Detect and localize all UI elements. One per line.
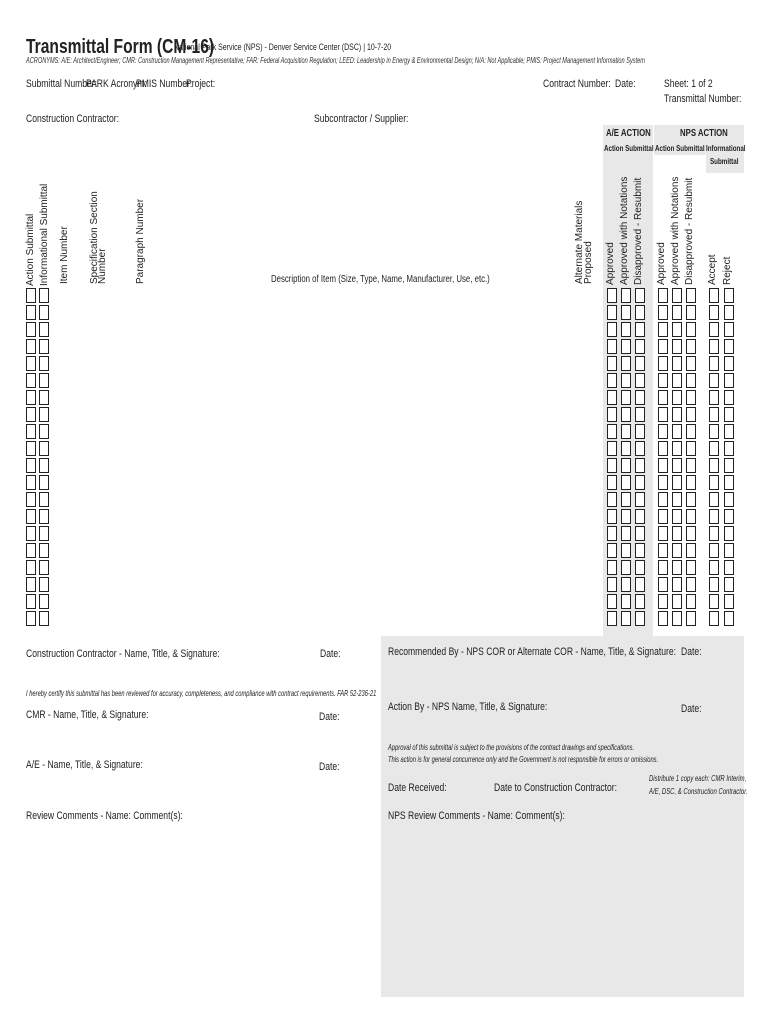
nps-accept-checkbox[interactable] <box>709 492 719 507</box>
nps-accept-checkbox[interactable] <box>709 424 719 439</box>
nps-accept-checkbox[interactable] <box>709 543 719 558</box>
ae-disapproved-checkbox[interactable] <box>635 560 645 575</box>
nps-approved-notations-checkbox[interactable] <box>672 543 682 558</box>
ae-approved-checkbox[interactable] <box>607 339 617 354</box>
action-submittal-checkbox[interactable] <box>26 458 36 473</box>
col-description: Description of Item (Size, Type, Name, Manufacturer, Use, etc.) <box>271 274 490 285</box>
nps-approved-notations-checkbox[interactable] <box>672 373 682 388</box>
ae-approved-checkbox[interactable] <box>607 543 617 558</box>
nps-reject-checkbox[interactable] <box>724 322 734 337</box>
informational-submittal-checkbox[interactable] <box>39 458 49 473</box>
ae-approved-checkbox[interactable] <box>607 509 617 524</box>
informational-submittal-checkbox[interactable] <box>39 356 49 371</box>
nps-approved-checkbox[interactable] <box>658 577 668 592</box>
nps-accept-checkbox[interactable] <box>709 390 719 405</box>
nps-disapproved-checkbox[interactable] <box>686 475 696 490</box>
nps-approved-checkbox[interactable] <box>658 322 668 337</box>
nps-accept-checkbox[interactable] <box>709 577 719 592</box>
ae-date-label: Date: <box>319 761 340 773</box>
ae-approved-checkbox[interactable] <box>607 492 617 507</box>
nps-reject-checkbox[interactable] <box>724 560 734 575</box>
nps-disapproved-checkbox[interactable] <box>686 356 696 371</box>
informational-submittal-checkbox[interactable] <box>39 441 49 456</box>
nps-disapproved-checkbox[interactable] <box>686 509 696 524</box>
ae-approved-notations-checkbox[interactable] <box>621 441 631 456</box>
ae-approved-checkbox[interactable] <box>607 441 617 456</box>
ae-approved-notations-checkbox[interactable] <box>621 339 631 354</box>
nps-reject-checkbox[interactable] <box>724 475 734 490</box>
ae-disapproved-checkbox[interactable] <box>635 407 645 422</box>
ae-approved-notations-checkbox[interactable] <box>621 509 631 524</box>
nps-approved-checkbox[interactable] <box>658 560 668 575</box>
ae-disapproved-checkbox[interactable] <box>635 492 645 507</box>
ae-approved-checkbox[interactable] <box>607 526 617 541</box>
distribute-note-2: A/E, DSC, & Construction Contractor. <box>649 786 748 796</box>
acronyms-line: ACRONYMS: A/E: Architect/Engineer; CMR: Construction Management Representative; FAR: Federal Acquisition Regulation; LEED: Leadership in Energy & Environmental Design; N/A: Not Applicable; PMIS: Project Management Information System <box>26 55 645 65</box>
action-submittal-checkbox[interactable] <box>26 305 36 320</box>
nps-disapproved-checkbox[interactable] <box>686 322 696 337</box>
nps-approved-notations-checkbox[interactable] <box>672 441 682 456</box>
nps-disapproved-checkbox[interactable] <box>686 305 696 320</box>
nps-approved-notations-checkbox[interactable] <box>672 560 682 575</box>
nps-approved-notations-checkbox[interactable] <box>672 475 682 490</box>
nps-accept-checkbox[interactable] <box>709 594 719 609</box>
informational-submittal-checkbox[interactable] <box>39 475 49 490</box>
action-submittal-checkbox[interactable] <box>26 339 36 354</box>
nps-approved-checkbox[interactable] <box>658 458 668 473</box>
action-submittal-checkbox[interactable] <box>26 390 36 405</box>
nps-disapproved-checkbox[interactable] <box>686 373 696 388</box>
nps-approved-notations-checkbox[interactable] <box>672 526 682 541</box>
ae-action-title: A/E ACTION <box>606 128 651 139</box>
cmr-signature-label: CMR - Name, Title, & Signature: <box>26 709 149 721</box>
pmis-number-label: PMIS Number: <box>136 78 193 90</box>
ae-approved-checkbox[interactable] <box>607 475 617 490</box>
col-nps-accept: Accept <box>707 254 718 285</box>
approval-note-2: This action is for general concurrence only and the Government is not responsible for errors or omissions. <box>388 754 659 764</box>
ae-disapproved-checkbox[interactable] <box>635 458 645 473</box>
park-acronym-label: PARK Acronym: <box>86 78 147 90</box>
review-comments-label: Review Comments - Name: Comment(s): <box>26 810 183 822</box>
nps-approved-checkbox[interactable] <box>658 594 668 609</box>
informational-submittal-checkbox[interactable] <box>39 526 49 541</box>
ae-disapproved-checkbox[interactable] <box>635 594 645 609</box>
action-submittal-checkbox[interactable] <box>26 594 36 609</box>
action-submittal-checkbox[interactable] <box>26 560 36 575</box>
ae-approved-notations-checkbox[interactable] <box>621 492 631 507</box>
informational-submittal-checkbox[interactable] <box>39 288 49 303</box>
nps-info-subtitle-2: Submittal <box>710 157 739 166</box>
nps-accept-checkbox[interactable] <box>709 458 719 473</box>
col-nps-approved: Approved <box>656 242 667 285</box>
contractor-date-label: Date: <box>320 648 341 660</box>
action-submittal-checkbox[interactable] <box>26 441 36 456</box>
construction-contractor-label: Construction Contractor: <box>26 113 119 125</box>
nps-approved-checkbox[interactable] <box>658 475 668 490</box>
nps-approved-notations-checkbox[interactable] <box>672 509 682 524</box>
nps-reject-checkbox[interactable] <box>724 594 734 609</box>
action-by-label: Action By - NPS Name, Title, & Signature: <box>388 701 548 713</box>
nps-disapproved-checkbox[interactable] <box>686 560 696 575</box>
nps-disapproved-checkbox[interactable] <box>686 492 696 507</box>
col-alt-materials-2: Proposed <box>583 241 594 284</box>
distribute-note-1: Distribute 1 copy each: CMR Interim, <box>649 773 747 783</box>
informational-submittal-checkbox[interactable] <box>39 322 49 337</box>
informational-submittal-checkbox[interactable] <box>39 339 49 354</box>
nps-reject-checkbox[interactable] <box>724 407 734 422</box>
action-submittal-checkbox[interactable] <box>26 288 36 303</box>
ae-disapproved-checkbox[interactable] <box>635 611 645 626</box>
nps-accept-checkbox[interactable] <box>709 305 719 320</box>
form-title: Transmittal Form (CM-16) <box>26 36 215 58</box>
nps-approved-checkbox[interactable] <box>658 407 668 422</box>
ae-signature-label: A/E - Name, Title, & Signature: <box>26 759 143 771</box>
col-ae-approved-notations: Approved with Notations <box>619 176 630 285</box>
ae-approved-notations-checkbox[interactable] <box>621 373 631 388</box>
nps-approved-notations-checkbox[interactable] <box>672 322 682 337</box>
nps-disapproved-checkbox[interactable] <box>686 611 696 626</box>
ae-action-subtitle: Action Submittal <box>604 144 654 153</box>
ae-disapproved-checkbox[interactable] <box>635 356 645 371</box>
date-received-label: Date Received: <box>388 782 447 794</box>
ae-approved-notations-checkbox[interactable] <box>621 594 631 609</box>
nps-accept-checkbox[interactable] <box>709 322 719 337</box>
ae-approved-notations-checkbox[interactable] <box>621 322 631 337</box>
ae-approved-checkbox[interactable] <box>607 288 617 303</box>
action-date-label: Date: <box>681 703 702 715</box>
nps-approved-checkbox[interactable] <box>658 543 668 558</box>
transmittal-number-label: Transmittal Number: <box>664 93 742 105</box>
informational-submittal-checkbox[interactable] <box>39 407 49 422</box>
form-subtitle: National Park Service (NPS) - Denver Service Center (DSC) | 10-7-20 <box>174 42 392 52</box>
nps-disapproved-checkbox[interactable] <box>686 441 696 456</box>
ae-approved-notations-checkbox[interactable] <box>621 390 631 405</box>
approval-note-1: Approval of this submittal is subject to the provisions of the contract drawings and specifications. <box>388 742 635 752</box>
action-submittal-checkbox[interactable] <box>26 543 36 558</box>
nps-reject-checkbox[interactable] <box>724 611 734 626</box>
date-to-contractor-label: Date to Construction Contractor: <box>494 782 618 794</box>
col-spec-section-2: Number <box>97 248 108 284</box>
nps-disapproved-checkbox[interactable] <box>686 288 696 303</box>
nps-approved-checkbox[interactable] <box>658 526 668 541</box>
ae-disapproved-checkbox[interactable] <box>635 305 645 320</box>
nps-approved-notations-checkbox[interactable] <box>672 390 682 405</box>
ae-approved-notations-checkbox[interactable] <box>621 407 631 422</box>
ae-approved-checkbox[interactable] <box>607 407 617 422</box>
col-spec-section-1: Specification Section <box>89 191 100 284</box>
nps-accept-checkbox[interactable] <box>709 475 719 490</box>
nps-approved-checkbox[interactable] <box>658 441 668 456</box>
nps-reject-checkbox[interactable] <box>724 339 734 354</box>
col-ae-disapproved: Disapproved - Resubmit <box>633 177 644 285</box>
nps-approved-checkbox[interactable] <box>658 356 668 371</box>
nps-action-subtitle: Action Submittal <box>655 144 705 153</box>
action-submittal-checkbox[interactable] <box>26 509 36 524</box>
ae-approved-checkbox[interactable] <box>607 611 617 626</box>
col-action-submittal: Action Submittal <box>25 213 36 286</box>
ae-approved-checkbox[interactable] <box>607 594 617 609</box>
action-submittal-checkbox[interactable] <box>26 475 36 490</box>
col-ae-approved: Approved <box>605 242 616 285</box>
ae-approved-notations-checkbox[interactable] <box>621 356 631 371</box>
informational-submittal-checkbox[interactable] <box>39 373 49 388</box>
informational-submittal-checkbox[interactable] <box>39 509 49 524</box>
ae-approved-checkbox[interactable] <box>607 424 617 439</box>
informational-submittal-checkbox[interactable] <box>39 594 49 609</box>
informational-submittal-checkbox[interactable] <box>39 390 49 405</box>
col-informational-submittal: Informational Submittal <box>39 183 50 286</box>
ae-disapproved-checkbox[interactable] <box>635 322 645 337</box>
nps-approved-notations-checkbox[interactable] <box>672 288 682 303</box>
ae-disapproved-checkbox[interactable] <box>635 339 645 354</box>
nps-reject-checkbox[interactable] <box>724 390 734 405</box>
ae-disapproved-checkbox[interactable] <box>635 526 645 541</box>
nps-approved-notations-checkbox[interactable] <box>672 339 682 354</box>
nps-approved-notations-checkbox[interactable] <box>672 356 682 371</box>
ae-approved-checkbox[interactable] <box>607 577 617 592</box>
nps-disapproved-checkbox[interactable] <box>686 390 696 405</box>
nps-approved-checkbox[interactable] <box>658 424 668 439</box>
ae-disapproved-checkbox[interactable] <box>635 373 645 388</box>
informational-submittal-checkbox[interactable] <box>39 424 49 439</box>
nps-review-comments-label: NPS Review Comments - Name: Comment(s): <box>388 810 565 822</box>
nps-approved-checkbox[interactable] <box>658 288 668 303</box>
nps-reject-checkbox[interactable] <box>724 356 734 371</box>
submittal-number-label: Submittal Number: <box>26 78 98 90</box>
recommended-by-label: Recommended By - NPS COR or Alternate COR - Name, Title, & Signature: <box>388 646 677 658</box>
nps-approved-notations-checkbox[interactable] <box>672 492 682 507</box>
nps-approved-checkbox[interactable] <box>658 305 668 320</box>
action-submittal-checkbox[interactable] <box>26 322 36 337</box>
nps-disapproved-checkbox[interactable] <box>686 594 696 609</box>
action-submittal-checkbox[interactable] <box>26 492 36 507</box>
certify-statement: I hereby certify this submittal has been reviewed for accuracy, completeness, and compliance with contract requirements. FAR 52-236-21 <box>26 688 377 698</box>
action-submittal-checkbox[interactable] <box>26 373 36 388</box>
nps-approved-notations-checkbox[interactable] <box>672 407 682 422</box>
nps-approved-checkbox[interactable] <box>658 492 668 507</box>
nps-approved-checkbox[interactable] <box>658 390 668 405</box>
nps-reject-checkbox[interactable] <box>724 305 734 320</box>
nps-accept-checkbox[interactable] <box>709 373 719 388</box>
action-submittal-checkbox[interactable] <box>26 356 36 371</box>
nps-disapproved-checkbox[interactable] <box>686 424 696 439</box>
ae-approved-notations-checkbox[interactable] <box>621 526 631 541</box>
nps-disapproved-checkbox[interactable] <box>686 577 696 592</box>
action-submittal-checkbox[interactable] <box>26 407 36 422</box>
ae-disapproved-checkbox[interactable] <box>635 475 645 490</box>
nps-accept-checkbox[interactable] <box>709 560 719 575</box>
nps-info-subtitle-1: Informational <box>706 144 746 153</box>
ae-approved-checkbox[interactable] <box>607 373 617 388</box>
nps-approved-notations-checkbox[interactable] <box>672 611 682 626</box>
date-label: Date: <box>615 78 636 90</box>
contractor-signature-label: Construction Contractor - Name, Title, & Signature: <box>26 648 220 660</box>
sheet-label: Sheet: 1 of 2 <box>664 78 713 90</box>
ae-approved-notations-checkbox[interactable] <box>621 577 631 592</box>
col-item-number: Item Number <box>59 226 70 284</box>
nps-reject-checkbox[interactable] <box>724 288 734 303</box>
nps-disapproved-checkbox[interactable] <box>686 543 696 558</box>
ae-approved-checkbox[interactable] <box>607 356 617 371</box>
ae-approved-notations-checkbox[interactable] <box>621 305 631 320</box>
informational-submittal-checkbox[interactable] <box>39 611 49 626</box>
ae-approved-notations-checkbox[interactable] <box>621 560 631 575</box>
ae-approved-checkbox[interactable] <box>607 560 617 575</box>
nps-reject-checkbox[interactable] <box>724 509 734 524</box>
col-nps-approved-notations: Approved with Notations <box>670 176 681 285</box>
nps-accept-checkbox[interactable] <box>709 407 719 422</box>
nps-accept-checkbox[interactable] <box>709 526 719 541</box>
nps-approved-checkbox[interactable] <box>658 339 668 354</box>
nps-reject-checkbox[interactable] <box>724 441 734 456</box>
nps-reject-checkbox[interactable] <box>724 526 734 541</box>
project-label: Project: <box>186 78 216 90</box>
ae-disapproved-checkbox[interactable] <box>635 441 645 456</box>
cmr-date-label: Date: <box>319 711 340 723</box>
nps-approved-notations-checkbox[interactable] <box>672 594 682 609</box>
ae-disapproved-checkbox[interactable] <box>635 509 645 524</box>
nps-accept-checkbox[interactable] <box>709 441 719 456</box>
informational-submittal-checkbox[interactable] <box>39 543 49 558</box>
action-submittal-checkbox[interactable] <box>26 611 36 626</box>
nps-approved-notations-checkbox[interactable] <box>672 424 682 439</box>
nps-accept-checkbox[interactable] <box>709 356 719 371</box>
ae-disapproved-checkbox[interactable] <box>635 424 645 439</box>
nps-reject-checkbox[interactable] <box>724 424 734 439</box>
nps-accept-checkbox[interactable] <box>709 288 719 303</box>
nps-action-title: NPS ACTION <box>680 128 728 139</box>
informational-submittal-checkbox[interactable] <box>39 560 49 575</box>
nps-approved-notations-checkbox[interactable] <box>672 577 682 592</box>
nps-approved-checkbox[interactable] <box>658 509 668 524</box>
ae-approved-checkbox[interactable] <box>607 458 617 473</box>
nps-approved-notations-checkbox[interactable] <box>672 305 682 320</box>
nps-approved-checkbox[interactable] <box>658 611 668 626</box>
ae-disapproved-checkbox[interactable] <box>635 543 645 558</box>
col-alt-materials-1: Alternate Materials <box>574 200 585 284</box>
ae-approved-notations-checkbox[interactable] <box>621 543 631 558</box>
nps-disapproved-checkbox[interactable] <box>686 339 696 354</box>
contract-number-label: Contract Number: <box>543 78 611 90</box>
ae-approved-notations-checkbox[interactable] <box>621 288 631 303</box>
ae-disapproved-checkbox[interactable] <box>635 577 645 592</box>
nps-reject-checkbox[interactable] <box>724 577 734 592</box>
nps-accept-checkbox[interactable] <box>709 339 719 354</box>
nps-approved-checkbox[interactable] <box>658 373 668 388</box>
ae-approved-notations-checkbox[interactable] <box>621 475 631 490</box>
action-submittal-checkbox[interactable] <box>26 577 36 592</box>
ae-approved-checkbox[interactable] <box>607 322 617 337</box>
nps-reject-checkbox[interactable] <box>724 543 734 558</box>
informational-submittal-checkbox[interactable] <box>39 577 49 592</box>
ae-approved-notations-checkbox[interactable] <box>621 424 631 439</box>
ae-disapproved-checkbox[interactable] <box>635 288 645 303</box>
ae-approved-checkbox[interactable] <box>607 305 617 320</box>
informational-submittal-checkbox[interactable] <box>39 305 49 320</box>
nps-disapproved-checkbox[interactable] <box>686 458 696 473</box>
nps-reject-checkbox[interactable] <box>724 373 734 388</box>
ae-approved-notations-checkbox[interactable] <box>621 458 631 473</box>
ae-approved-checkbox[interactable] <box>607 390 617 405</box>
subcontractor-label: Subcontractor / Supplier: <box>314 113 409 125</box>
nps-accept-checkbox[interactable] <box>709 611 719 626</box>
col-nps-reject: Reject <box>722 256 733 285</box>
ae-disapproved-checkbox[interactable] <box>635 390 645 405</box>
col-nps-disapproved: Disapproved - Resubmit <box>684 177 695 285</box>
action-submittal-checkbox[interactable] <box>26 424 36 439</box>
nps-reject-checkbox[interactable] <box>724 492 734 507</box>
informational-submittal-checkbox[interactable] <box>39 492 49 507</box>
nps-disapproved-checkbox[interactable] <box>686 407 696 422</box>
recommended-date-label: Date: <box>681 646 702 658</box>
ae-approved-notations-checkbox[interactable] <box>621 611 631 626</box>
nps-approved-notations-checkbox[interactable] <box>672 458 682 473</box>
nps-reject-checkbox[interactable] <box>724 458 734 473</box>
action-submittal-checkbox[interactable] <box>26 526 36 541</box>
col-paragraph-number: Paragraph Number <box>135 198 146 284</box>
nps-accept-checkbox[interactable] <box>709 509 719 524</box>
nps-disapproved-checkbox[interactable] <box>686 526 696 541</box>
